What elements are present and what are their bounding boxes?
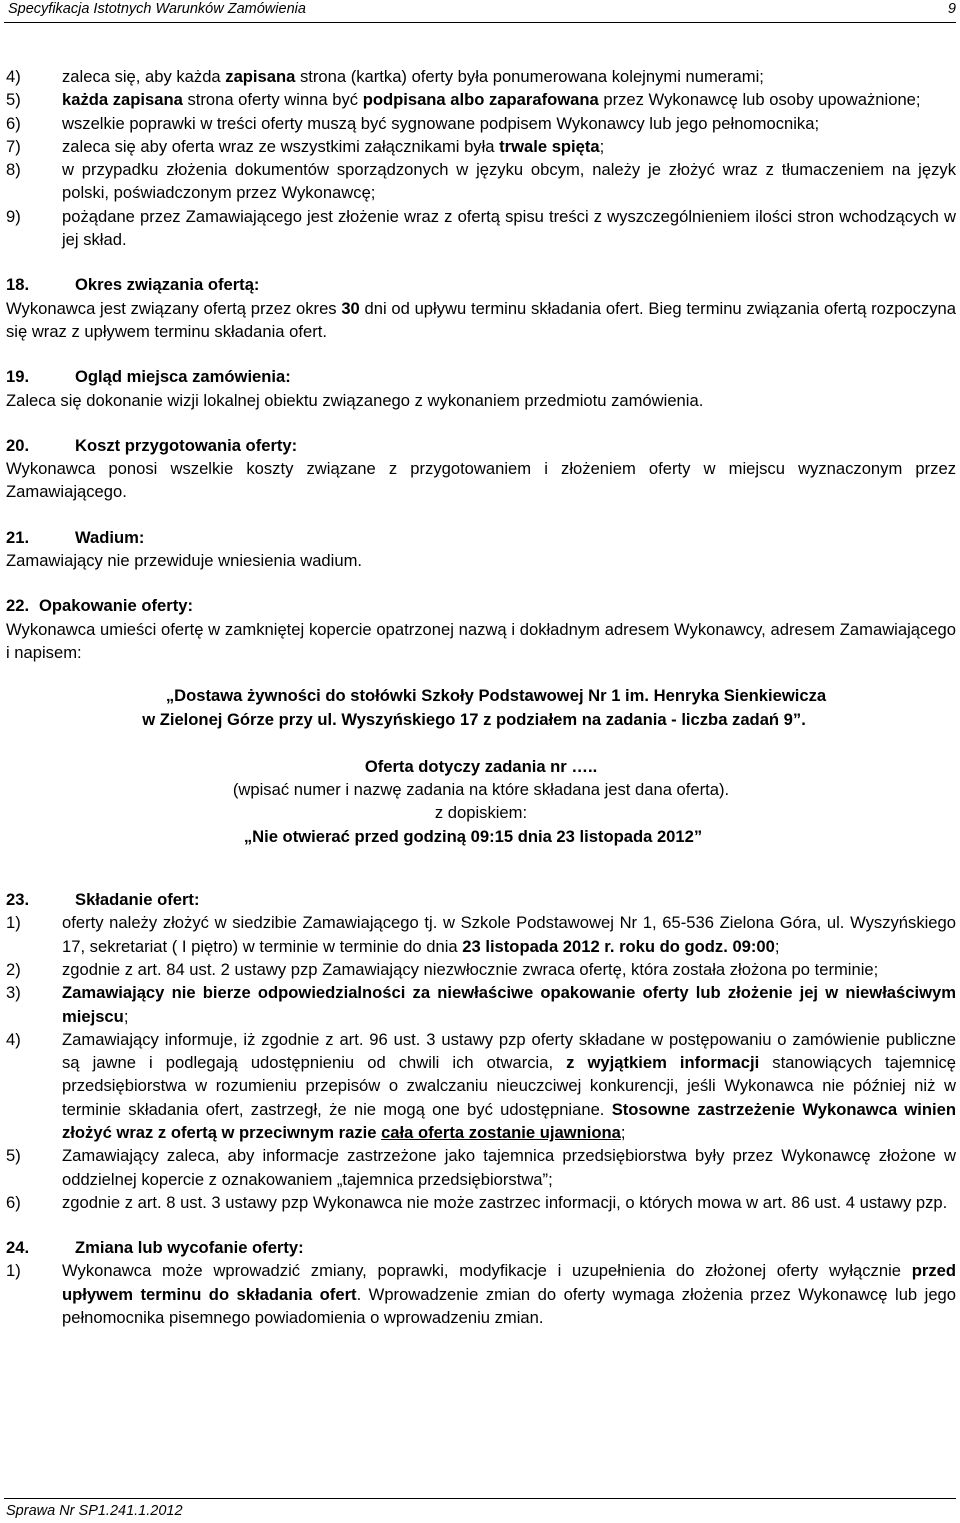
- case-number: Sprawa Nr SP1.241.1.2012: [6, 1503, 183, 1519]
- list-item: [6, 981, 956, 1028]
- list-item-text: [62, 112, 956, 135]
- text-run: zgodnie z art. 8 ust. 3 ustawy pzp Wykonawca nie może zastrzec informacji, o których mowa w art. 86 ust. 4 ustawy pzp.: [62, 1192, 948, 1212]
- section-number: 21.: [6, 527, 30, 547]
- section-18-heading: [6, 273, 956, 296]
- section-23-heading: [6, 888, 956, 911]
- section-22-text: Wykonawca umieści ofertę w zamkniętej kopercie opatrzonej nazwą i dokładnym adresem Wykonawcy, adresem Zamawiającego i napisem:: [6, 619, 956, 662]
- text-run: . Wprowadzenie zmian do oferty wymaga złożenia przez Wykonawcę lub jego pełnomocnika pisemnego powiadomienia o wprowadzeniu zmian.: [62, 1284, 957, 1328]
- list-item-number: 6): [6, 1192, 21, 1212]
- text-run: przed upływem terminu do składania ofert: [62, 1261, 956, 1304]
- section-title: Opakowanie oferty:: [39, 596, 193, 616]
- text-run: ;: [774, 936, 780, 956]
- list-item: [6, 1259, 956, 1329]
- list-top: [6, 65, 956, 251]
- list-item: [6, 1144, 956, 1191]
- list-item-text: [62, 135, 956, 158]
- text-run: Wykonawca może wprowadzić zmiany, poprawki, modyfikacje i uzupełnienia do złożonej oferty wyłącznie: [62, 1261, 912, 1281]
- list-item-text: [62, 205, 956, 252]
- text-run: wszelkie poprawki w treści oferty muszą być sygnowane podpisem Wykonawcy lub jego pełnomocnika;: [62, 113, 820, 133]
- list-item-number: 8): [6, 160, 21, 180]
- text-run: w przypadku złożenia dokumentów sporządzonych w języku obcym, należy je złożyć wraz z tłumaczeniem na język polski, poświadczonym przez Wykonawcę;: [62, 160, 956, 203]
- text-run: zaleca się, aby każda: [62, 67, 226, 86]
- section-24-heading: [6, 1236, 956, 1259]
- text-run: Zamawiający zaleca, aby informacje zastrzeżone jako tajemnica przedsiębiorstwa były przez Wykonawcę złożone w oddzielnej kopercie z oznakowaniem „tajemnica przedsiębiorstwa”;: [62, 1146, 956, 1189]
- envelope-do-not-open: „Nie otwierać przed godziną 09:15 dnia 23 listopada 2012”: [243, 826, 703, 846]
- text-run: strona oferty winna być: [182, 90, 363, 110]
- envelope-instruction: (wpisać numer i nazwę zadania na które składana jest dana oferta).: [232, 780, 730, 800]
- section-22-heading: [6, 594, 956, 617]
- text-run: dni od upływu terminu składania ofert. Bieg terminu związania ofertą rozpoczyna się wraz z upływem terminu składania ofert.: [6, 298, 957, 341]
- list-item: [6, 88, 956, 111]
- list-item: [6, 65, 956, 88]
- section-title: Wadium:: [75, 527, 145, 547]
- section-21-text: Zamawiający nie przewiduje wniesienia wadium.: [6, 551, 363, 571]
- list-item-text: [62, 1259, 956, 1329]
- text-run: zapisana: [225, 67, 296, 86]
- section-title: Zmiana lub wycofanie oferty:: [75, 1238, 304, 1258]
- list-item-number: 2): [6, 959, 21, 979]
- document-body: [6, 65, 956, 1329]
- text-run: oferty należy złożyć w siedzibie Zamawiającego tj. w Szkole Podstawowej Nr 1, 65-536 Zielona Góra, ul. Wyszyńskiego 17, sekretariat ( I piętro) w terminie w terminie do dnia: [62, 913, 956, 956]
- list-item-text: [62, 65, 956, 88]
- list-item: [6, 958, 956, 981]
- text-run: Wykonawca jest związany ofertą przez okres: [6, 298, 342, 318]
- list-item-text: [62, 158, 956, 205]
- text-run: Zamawiający informuje, iż zgodnie z art. 96 ust. 3 ustawy pzp oferty składane w postępowaniu o zamówienie publiczne są jawne i podlegają udostępnieniu od chwili ich otwarcia,: [62, 1029, 956, 1073]
- section-20-heading: [6, 434, 956, 457]
- text-run: 23 listopada 2012 r. roku do godz. 09:00: [462, 936, 775, 956]
- section-20-text: Wykonawca ponosi wszelkie koszty związane z przygotowaniem i złożeniem oferty w miejscu wyznaczonym przez Zamawiającego.: [6, 459, 956, 502]
- section-21-heading: [6, 526, 956, 549]
- list-item-number: 1): [6, 913, 21, 933]
- text-run: cała oferta zostanie ujawniona: [381, 1122, 621, 1142]
- text-run: ;: [620, 1122, 626, 1142]
- list-item-number: 6): [6, 113, 21, 133]
- envelope-label-line1: „Dostawa żywności do stołówki Szkoły Podstawowej Nr 1 im. Henryka Sienkiewicza: [165, 686, 827, 706]
- list-item-number: 5): [6, 90, 21, 110]
- section-title: Składanie ofert:: [75, 890, 200, 910]
- text-run: każda zapisana: [62, 90, 183, 110]
- list-item-text: [62, 958, 956, 981]
- text-run: z wyjątkiem informacji: [566, 1053, 760, 1073]
- list-item: [6, 112, 956, 135]
- list-item-number: 5): [6, 1146, 21, 1166]
- section-title: Koszt przygotowania oferty:: [75, 435, 298, 455]
- list-item-number: 4): [6, 67, 21, 86]
- list-item-text: [62, 88, 956, 111]
- section-number: 24.: [6, 1238, 30, 1258]
- list-item-text: [62, 1144, 956, 1191]
- text-run: strona (kartka) oferty była ponumerowana kolejnymi numerami;: [295, 67, 764, 86]
- list-item-text: [62, 1191, 956, 1214]
- header-title: Specyfikacja Istotnych Warunków Zamówienia: [8, 1, 306, 17]
- list-item: [6, 1028, 956, 1144]
- section-number: 23.: [6, 890, 30, 910]
- list-item: [6, 1191, 956, 1214]
- text-run: pożądane przez Zamawiającego jest złożenie wraz z ofertą spisu treści z wyszczególnieniem ilości stron wchodzących w jej skład.: [62, 206, 956, 250]
- text-run: 30: [341, 298, 360, 318]
- section-19-text: Zaleca się dokonanie wizji lokalnej obiektu związanego z wykonaniem przedmiotu zamówienia.: [6, 390, 704, 410]
- text-run: ;: [123, 1006, 129, 1026]
- page-footer: [4, 1498, 956, 1519]
- section-number: 18.: [6, 275, 30, 295]
- section-24-list: [6, 1259, 956, 1329]
- list-item-number: 9): [6, 206, 21, 226]
- text-run: Stosowne zastrzeżenie Wykonawca winien złożyć wraz z ofertą w przeciwnym razie: [62, 1099, 956, 1142]
- list-item: [6, 158, 956, 205]
- list-item: [6, 135, 956, 158]
- section-number: 22.: [6, 596, 30, 616]
- list-item-number: 1): [6, 1261, 21, 1281]
- text-run: Zamawiający nie bierze odpowiedzialności za niewłaściwe opakowanie oferty lub złożenie jej w niewłaściwym miejscu: [62, 983, 956, 1026]
- envelope-label-line2: w Zielonej Górze przy ul. Wyszyńskiego 17 z podziałem na zadania - liczba zadań 9”.: [142, 709, 806, 729]
- section-18-text: [6, 297, 956, 344]
- list-item-text: [62, 911, 956, 958]
- list-item-number: 4): [6, 1029, 21, 1049]
- text-run: podpisana albo zaparafowana: [362, 90, 599, 110]
- text-run: zaleca się aby oferta wraz ze wszystkimi załącznikami była: [62, 136, 500, 156]
- section-number: 19.: [6, 367, 30, 387]
- list-item: [6, 205, 956, 252]
- list-item: [6, 911, 956, 958]
- section-23-list: [6, 911, 956, 1214]
- list-item-number: 3): [6, 983, 21, 1003]
- envelope-annotation-label: z dopiskiem:: [434, 803, 528, 823]
- text-run: ;: [599, 136, 605, 156]
- list-item-text: [62, 1028, 956, 1144]
- list-item-number: 7): [6, 136, 21, 156]
- page-number: 9: [947, 1, 956, 17]
- list-item-text: [62, 981, 956, 1028]
- text-run: stanowiących tajemnicę przedsiębiorstwa w rozumieniu przepisów o zwalczaniu nieuczciwej konkurencji, jeśli Wykonawca nie później niż w terminie składania ofert, zastrzegł, że nie mogą one być udostępniane.: [62, 1053, 956, 1119]
- text-run: zgodnie z art. 84 ust. 2 ustawy pzp Zamawiający niezwłocznie zwraca ofertę, która została złożona po terminie;: [62, 959, 879, 979]
- section-19-heading: [6, 365, 956, 388]
- text-run: trwale spięta: [499, 136, 600, 156]
- text-run: przez Wykonawcę lub osoby upoważnione;: [598, 90, 921, 110]
- page-header: [4, 0, 956, 23]
- section-title: Okres związania ofertą:: [75, 275, 260, 295]
- section-number: 20.: [6, 435, 30, 455]
- envelope-task-line: Oferta dotyczy zadania nr …..: [364, 756, 598, 776]
- section-title: Ogląd miejsca zamówienia:: [75, 367, 291, 387]
